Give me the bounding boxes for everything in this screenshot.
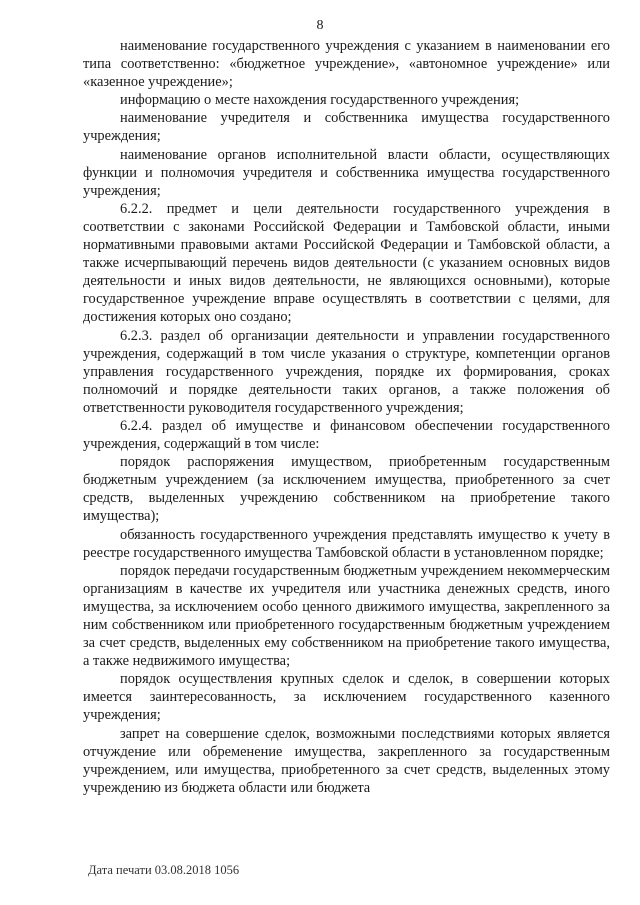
paragraph: наименование государственного учреждения с указанием в наименовании его типа соответственно: «бюджетное учреждение», «автономное учреждение» или «казенное учреждение»;	[83, 38, 610, 91]
paragraph: порядок распоряжения имуществом, приобретенным государственным бюджетным учреждением (за исключением имущества, приобретенного за счет средств, выделенных учреждению собственником на приобретение такого имущества);	[83, 454, 610, 525]
page-number: 8	[316, 18, 324, 33]
paragraph: порядок осуществления крупных сделок и сделок, в совершении которых имеется заинтересованность, за исключением государственного казенного учреждения;	[83, 671, 610, 724]
document-body	[83, 37, 610, 797]
print-date-footer: Дата печати 03.08.2018 1056	[88, 863, 240, 877]
paragraph: обязанность государственного учреждения представлять имущество к учету в реестре государственного имущества Тамбовской области в установленном порядке;	[83, 526, 610, 561]
paragraph: порядок передачи государственным бюджетным учреждением некоммерческим организациям в качестве их учредителя или участника денежных средств, иного имущества, за исключением особо ценного движимого имущества, закрепленного за ним собственником или приобретенного государственным бюджетным учреждением за счет средств, выделенных ему собственником на приобретение такого имущества, а также недвижимого имущества;	[83, 562, 610, 670]
paragraph: информацию о месте нахождения государственного учреждения;	[120, 92, 520, 109]
paragraph: 6.2.3. раздел об организации деятельности и управлении государственного учреждения, содержащий в том числе указания о структуре, компетенции органов управления государственного учреждения, порядке их формирования, сроках полномочий и порядке деятельности таких органов, а также положения об ответственности руководителя государственного учреждения;	[83, 327, 610, 416]
paragraph: наименование органов исполнительной власти области, осуществляющих функции и полномочия учредителя и собственника имущества государственного учреждения;	[83, 146, 610, 199]
paragraph: 6.2.4. раздел об имуществе и финансовом обеспечении государственного учреждения, содержащий в том числе:	[83, 417, 610, 453]
paragraph: 6.2.2. предмет и цели деятельности государственного учреждения в соответствии с законами Российской Федерации и Тамбовской области, иными нормативными правовыми актами Российской Федерации и Тамбовской области, а также исчерпывающий перечень видов деятельности (с указанием основных видов деятельности и иных видов деятельности, не являющихся основными), которые государственное учреждение вправе осуществлять в соответствии с целями, для достижения которых оно создано;	[83, 200, 610, 326]
paragraph: запрет на совершение сделок, возможными последствиями которых является отчуждение или обременение имущества, закрепленного за государственным учреждением, или имущества, приобретенного за счет средств, выделенных этому учреждению из бюджета области или бюджета	[83, 725, 610, 796]
paragraph: наименование учредителя и собственника имущества государственного учреждения;	[83, 110, 610, 145]
